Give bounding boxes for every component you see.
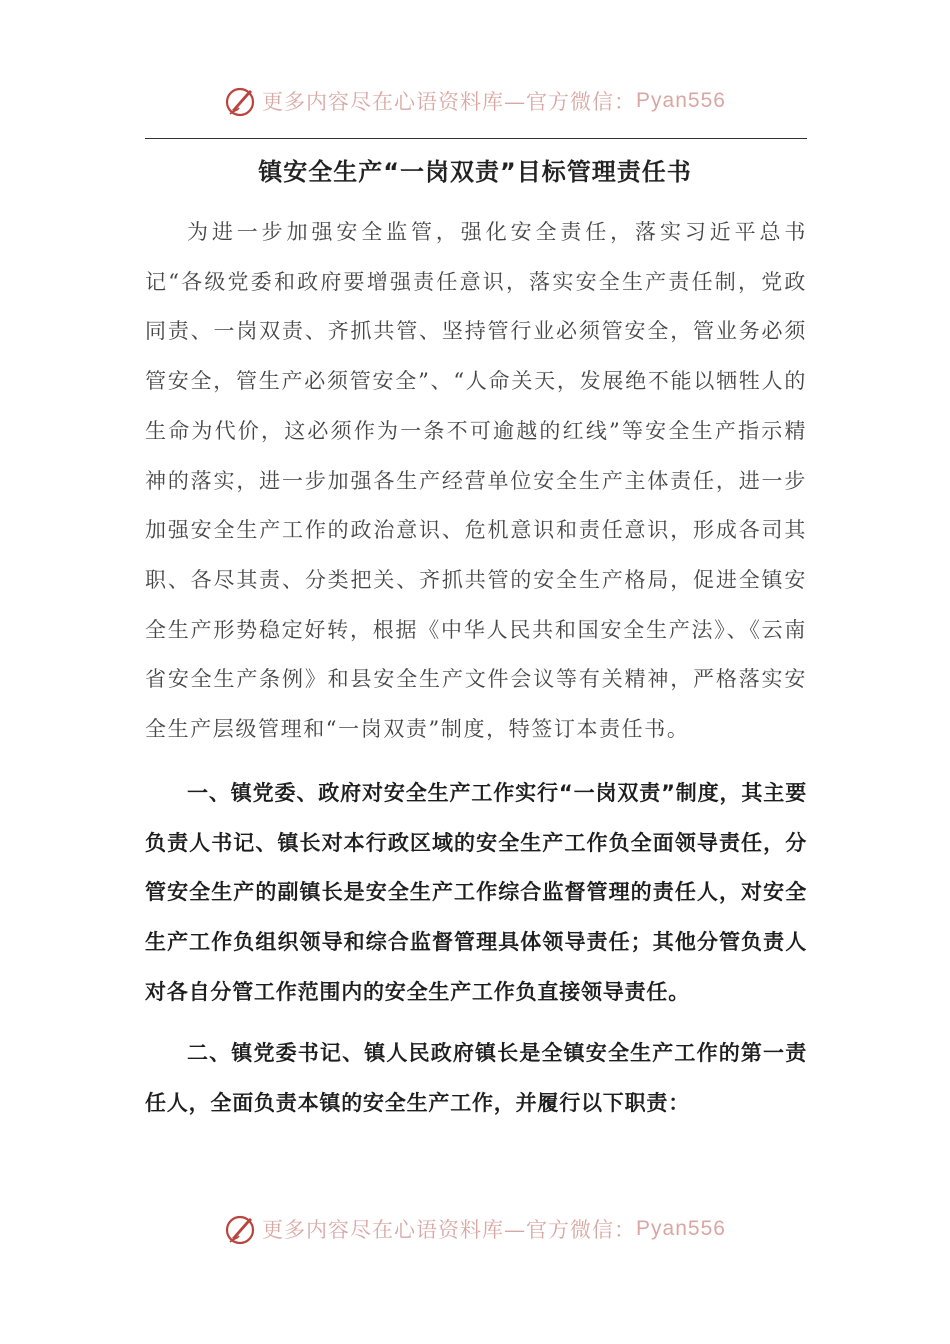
pen-logo-icon xyxy=(224,84,258,118)
header-rule xyxy=(145,138,807,139)
watermark-id: Pyan556 xyxy=(636,89,726,112)
clause-two-paragraph: 二、镇党委书记、镇人民政府镇长是全镇安全生产工作的第一责任人，全面负责本镇的安全生产工作，并履行以下职责： xyxy=(145,1041,807,1115)
footer-watermark xyxy=(0,1212,950,1246)
intro-paragraph: 为进一步加强安全监管，强化安全责任，落实习近平总书记“各级党委和政府要增强责任意识，落实安全生产责任制，党政同责、一岗双责、齐抓共管、坚持管行业必须管安全，管业务必须管安全，管生产必须管安全”、“人命关天，发展绝不能以牺牲人的生命为代价，这必须作为一条不可逾越的红线”等安全生产指示精神的落实，进一步加强各生产经营单位安全生产主体责任，进一步加强安全生产工作的政治意识、危机意识和责任意识，形成各司其职、各尽其责、分类把关、齐抓共管的安全生产格局，促进全镇安全生产形势稳定好转，根据《中华人民共和国安全生产法》、《云南省安全生产条例》和县安全生产文件会议等有关精神，严格落实安全生产层级管理和“一岗双责”制度，特签订本责任书。 xyxy=(145,220,807,742)
watermark-text: 更多内容尽在心语资料库—官方微信： xyxy=(262,1218,637,1242)
clause-one-paragraph: 一、镇党委、政府对安全生产工作实行“一岗双责”制度，其主要负责人书记、镇长对本行政区域的安全生产工作负全面领导责任，分管安全生产的副镇长是安全生产工作综合监督管理的责任人，对安全生产工作负组织领导和综合监督管理具体领导责任；其他分管负责人对各自分管工作范围内的安全生产工作负直接领导责任。 xyxy=(145,781,807,1004)
watermark-text: 更多内容尽在心语资料库—官方微信： xyxy=(262,90,637,114)
document-title: 镇安全生产“一岗双责”目标管理责任书 xyxy=(258,158,692,186)
watermark-id: Pyan556 xyxy=(636,1217,726,1240)
header-watermark xyxy=(0,84,950,118)
pen-logo-icon xyxy=(224,1212,258,1246)
